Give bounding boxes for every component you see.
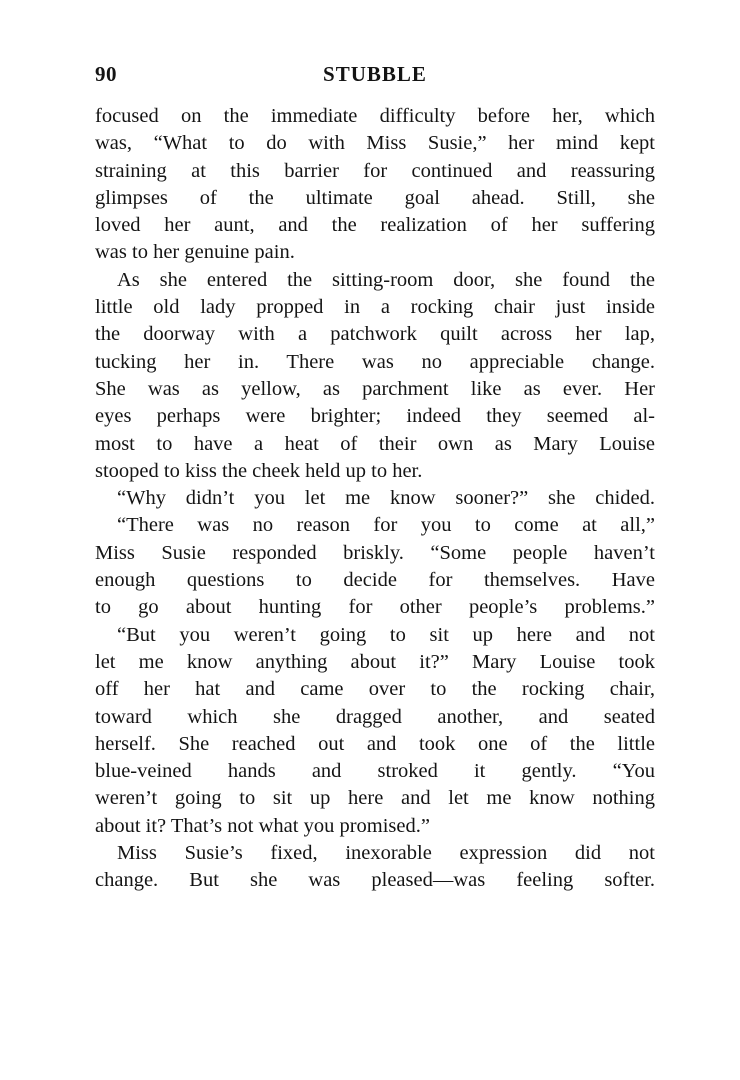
- text-line: “There was no reason for you to come at all,”: [117, 514, 655, 537]
- text-line: stooped to kiss the cheek held up to her.: [95, 459, 423, 482]
- text-line: was, “What to do with Miss Susie,” her mind kept: [95, 132, 655, 155]
- text-line: off her hat and came over to the rocking chair,: [95, 678, 655, 701]
- text-line: As she entered the sitting-room door, she found the: [117, 268, 655, 291]
- text-line: little old lady propped in a rocking chair just inside: [95, 296, 655, 319]
- text-line: let me know anything about it?” Mary Louise took: [95, 650, 655, 673]
- text-line: toward which she dragged another, and seated: [95, 705, 655, 728]
- page-header: [95, 62, 655, 90]
- text-line: herself. She reached out and took one of the little: [95, 732, 655, 755]
- text-line: straining at this barrier for continued and reassuring: [95, 159, 655, 182]
- running-head: STUBBLE: [323, 62, 427, 86]
- text-line: glimpses of the ultimate goal ahead. Still, she: [95, 186, 655, 209]
- text-line: the doorway with a patchwork quilt across her lap,: [95, 323, 655, 346]
- text-line: weren’t going to sit up here and let me know nothing: [95, 787, 655, 810]
- text-line: to go about hunting for other people’s problems.”: [95, 596, 655, 619]
- text-line: Miss Susie responded briskly. “Some people haven’t: [95, 541, 655, 564]
- text-line: Miss Susie’s fixed, inexorable expression did not: [117, 842, 655, 865]
- text-line: loved her aunt, and the realization of her suffering: [95, 214, 655, 237]
- text-line: focused on the immediate difficulty before her, which: [95, 105, 655, 127]
- text-line: “But you weren’t going to sit up here and not: [117, 623, 655, 646]
- text-line: blue-veined hands and stroked it gently. “You: [95, 760, 655, 783]
- text-line: tucking her in. There was no appreciable change.: [95, 350, 655, 373]
- text-line: enough questions to decide for themselves. Have: [95, 569, 655, 592]
- text-line: eyes perhaps were brighter; indeed they seemed al-: [95, 405, 655, 428]
- text-line: about it? That’s not what you promised.”: [95, 814, 430, 837]
- text-line: was to her genuine pain.: [95, 241, 295, 264]
- body-text: [95, 103, 655, 895]
- page-number: 90: [95, 62, 117, 86]
- text-line: She was as yellow, as parchment like as ever. Her: [95, 377, 655, 400]
- text-line: most to have a heat of their own as Mary Louise: [95, 432, 655, 455]
- text-line: change. But she was pleased—was feeling softer.: [95, 869, 655, 892]
- text-line: “Why didn’t you let me know sooner?” she chided.: [117, 487, 655, 510]
